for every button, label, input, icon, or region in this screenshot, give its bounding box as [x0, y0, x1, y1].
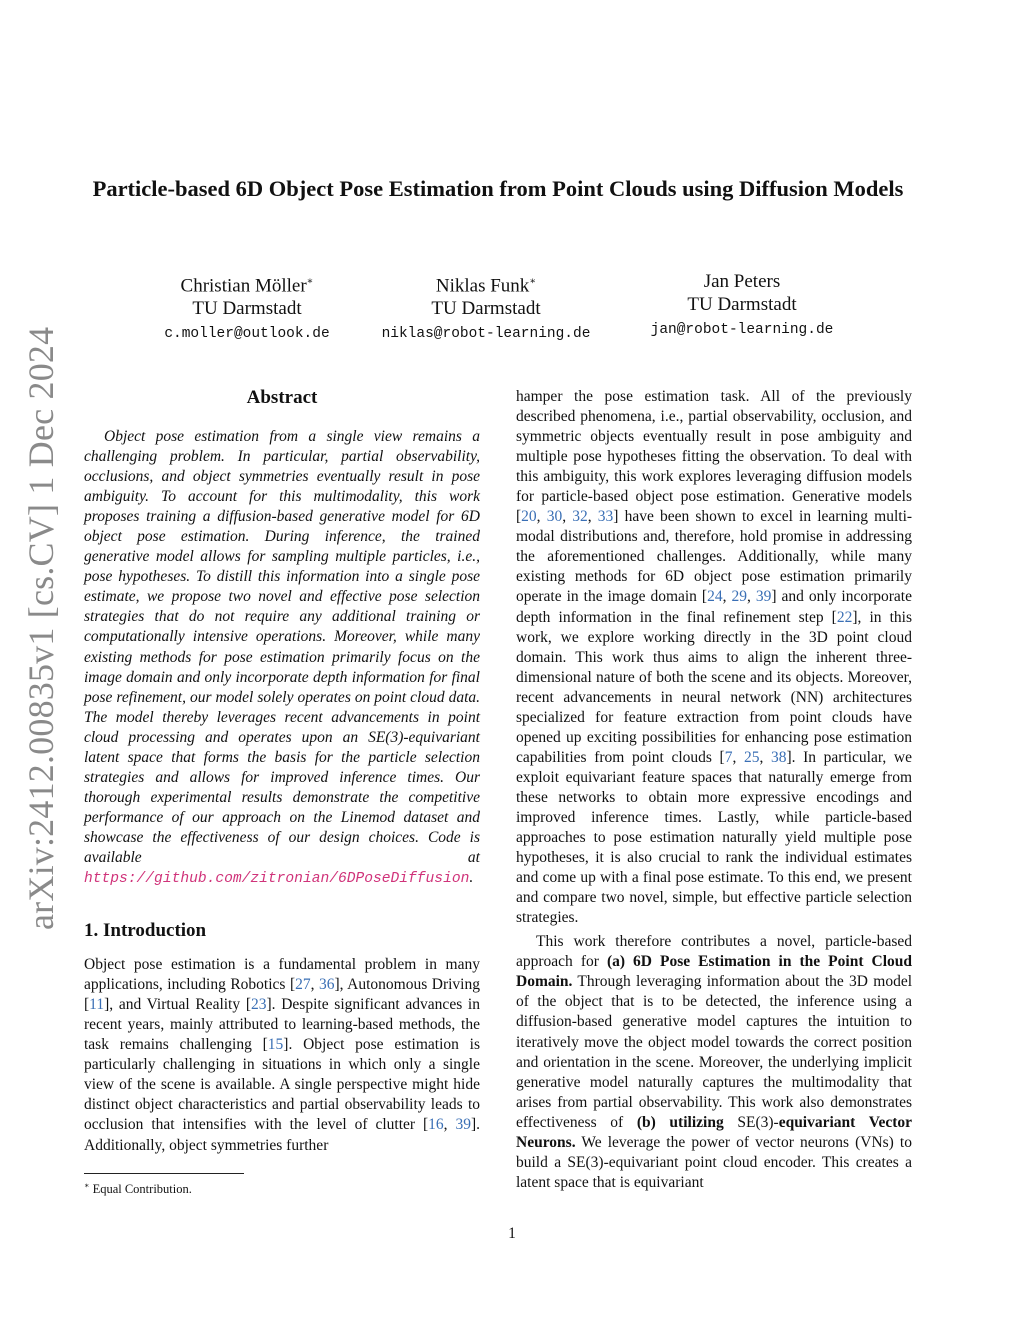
section-heading-introduction: 1. Introduction: [84, 920, 207, 942]
right-column: [516, 387, 912, 1193]
text-run: ], Autonomous Driving [: [84, 976, 480, 1014]
text-run: ] have been shown to excel in learning multi-modal distributions and, therefore, hold promise in addressing the aforementioned challenges. Additionally, while many existing methods for 6D object pose estimation primarily operate in the image domain [: [516, 508, 913, 606]
contribution-b: (b) utilizing: [636, 1113, 724, 1131]
text-run: ]. In particular, we exploit equivariant feature spaces that naturally emerge from these networks to obtain more expressive encodings and improved inference times. Lastly, while particle-based approaches to pose estimation naturally yield multiple pose hypotheses, it is also crucial to rank the individual estimates and come up with a final pose estimate. To this end, we present and compare two novel, simple, but effective particle selection strategies.: [516, 748, 912, 927]
citation-link[interactable]: 38: [770, 748, 787, 766]
citation-link[interactable]: 23: [250, 996, 267, 1014]
citation-link[interactable]: 39: [755, 588, 772, 606]
contribution-a: (a) 6D Pose Estimation in the Point Cloud Domain.: [516, 953, 913, 991]
author-affiliation: TU Darmstadt: [687, 294, 797, 315]
author-name: Niklas Funk: [435, 275, 530, 297]
abstract-heading: Abstract: [246, 387, 318, 408]
right-paragraph-1: [516, 387, 912, 928]
left-column: [84, 387, 480, 1156]
text-run: We leverage the power of vector neurons (VNs) to build a SE(3)-equivariant point cloud encoder. This creates a latent space that is equivariant: [516, 1133, 912, 1191]
text-run: ,: [443, 1116, 456, 1134]
equal-contribution-mark: ∗: [529, 276, 537, 287]
citation-link[interactable]: 24: [707, 588, 723, 606]
text-run: ], in this work, we explore working directly in the 3D point cloud domain. This work thus aims to align the inherent three-dimensional nature of both the scene and its objects. Moreover, recent advancements in neural network (NN) architectures specialized for feature extraction from point clouds have opened up exciting possibilities for enhancing pose estimation capabilities from point clouds [: [516, 608, 912, 766]
author-email[interactable]: jan@robot-learning.de: [650, 322, 834, 338]
text-run: Object pose estimation is a fundamental problem in many applications, including Robotics [: [84, 956, 480, 994]
citation-link[interactable]: 11: [89, 996, 105, 1014]
footnote-mark: ∗: [84, 1181, 90, 1190]
citation-link[interactable]: 32: [572, 508, 588, 526]
citation-link[interactable]: 30: [546, 508, 563, 526]
text-run: ,: [759, 748, 771, 766]
citation-link[interactable]: 22: [836, 608, 853, 626]
citation-link[interactable]: 39: [455, 1116, 471, 1134]
author-name: Jan Peters: [703, 271, 781, 292]
text-run: This work therefore contributes a novel, particle-based approach for: [516, 933, 912, 971]
citation-link[interactable]: 15: [267, 1036, 284, 1054]
text-run: ,: [562, 508, 573, 526]
text-run: ]. Object pose estimation is particularly challenging in situations in which only a single view of the scene is available. A single perspective might hide distinct object characteristics and partial observability leads to occlusion that intensifies with the level of clutter [: [84, 1036, 480, 1134]
author-affiliation: TU Darmstadt: [431, 298, 541, 320]
footnote-text: Equal Contribution.: [92, 1182, 192, 1197]
equal-contribution-mark: ∗: [306, 276, 314, 287]
text-run: ]. Additionally, object symmetries further: [84, 1116, 480, 1154]
text-run: ,: [587, 508, 598, 526]
abstract-text: [84, 427, 480, 889]
arxiv-watermark: [20, 326, 70, 930]
text-run: ,: [310, 976, 319, 994]
citation-link[interactable]: 20: [521, 508, 537, 526]
abstract-body: Object pose estimation from a single view remains a challenging problem. In particular, partial observability, occlusions, and object symmetries eventually result in pose ambiguity. To account for this multimodality, this work proposes training a diffusion-based generative model for 6D object pose estimation. During inference, the trained generative model allows for sampling multiple particles, i.e., pose hypotheses. To distill this information into a single pose estimate, we propose two novel and effective pose selection strategies that do not require any additional training or computationally intensive operations. Moreover, while many existing methods for pose estimation primarily focus on the image domain and only incorporate depth information for final pose refinement, our model solely operates on point cloud data. The model thereby leverages recent advancements in point cloud processing and operates upon an SE(3)-equivariant latent space that forms the basis for the particle selection strategies and allows for improved inference times. Our thorough experimental results demonstrate the competitive performance of our approach on the Linemod dataset and showcase the effectiveness of our design choices. Code is available at: [84, 428, 480, 866]
author-affiliation: TU Darmstadt: [192, 298, 302, 320]
text-run: ]. Despite significant advances in recent years, mainly attributed to learning-based methods, the task remains challenging [: [84, 996, 480, 1054]
text-run: ], and Virtual Reality [: [104, 996, 251, 1014]
text-run: Through leveraging information about the 3D model of the object that is to be detected, the inference using a diffusion-based generative model captures the intuition to iteratively move the object model towards the correct position and orientation in the scene. Moreover, the underlying implicit generative model naturally captures the multimodality that arises from partial observability. This work also demonstrates effectiveness of: [516, 973, 912, 1131]
author-email[interactable]: niklas@robot-learning.de: [381, 326, 591, 343]
citation-link[interactable]: 27: [295, 976, 311, 994]
arxiv-watermark-text: arXiv:2412.00835v1 [cs.CV] 1 Dec 2024: [21, 326, 61, 930]
text-run: ,: [722, 588, 732, 606]
text-run: hamper the pose estimation task. All of the previously described phenomena, i.e., partial observability, occlusion, and symmetric objects eventually result in pose ambiguity and multiple pose hypotheses fitting the observation. To deal with this ambiguity, this work explores leveraging diffusion models for particle-based object pose estimation. Generative models [: [516, 388, 912, 526]
author-name: Christian Möller: [180, 275, 307, 297]
citation-link[interactable]: 25: [743, 748, 760, 766]
abstract-end: .: [469, 869, 474, 887]
code-link[interactable]: https://github.com/zitronian/6DPoseDiffusion: [84, 871, 470, 888]
right-paragraph-2: [516, 932, 912, 1193]
author-email[interactable]: c.moller@outlook.de: [164, 326, 330, 343]
citation-link[interactable]: 36: [319, 976, 335, 994]
author-3: [612, 270, 872, 340]
citation-link[interactable]: 33: [597, 508, 614, 526]
text-run: SE(3)-: [723, 1113, 779, 1131]
intro-paragraph: [84, 955, 480, 1155]
text-run: ,: [732, 748, 744, 766]
text-run: ,: [536, 508, 547, 526]
citation-link[interactable]: 29: [731, 588, 747, 606]
page-number: 1: [508, 1225, 516, 1242]
text-run: ,: [746, 588, 756, 606]
text-run: ] and only incorporate depth information in the final refinement step [: [516, 588, 912, 626]
footnote-rule: [84, 1173, 244, 1174]
author-2: [356, 270, 616, 344]
citation-link[interactable]: 16: [428, 1116, 444, 1134]
paper-title: Particle-based 6D Object Pose Estimation from Point Clouds using Diffusion Models: [92, 176, 904, 201]
citation-link[interactable]: 7: [724, 748, 733, 766]
author-1: [117, 270, 377, 344]
footnote: [84, 1178, 192, 1197]
contribution-b-cont: equivariant Vector Neurons.: [516, 1113, 913, 1151]
